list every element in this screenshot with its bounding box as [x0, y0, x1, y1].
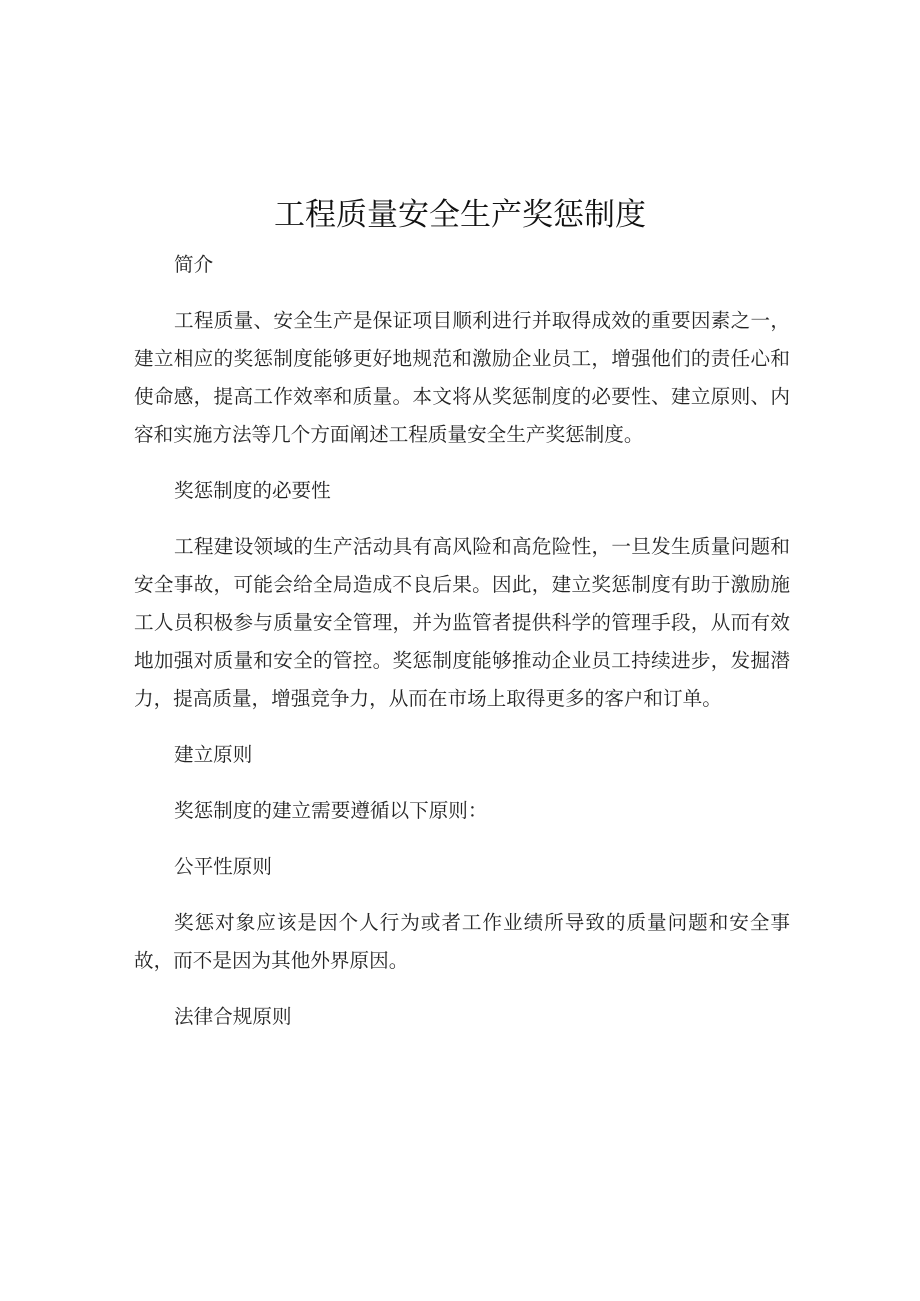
spacer	[134, 454, 790, 472]
paragraph-intro: 工程质量、安全生产是保证项目顺利进行并取得成效的重要因素之一，建立相应的奖惩制度能够更好地规范和激励企业员工，增强他们的责任心和使命感，提高工作效率和质量。本文将从奖惩制度的必要性、建立原则、内容和实施方法等几个方面阐述工程质量安全生产奖惩制度。	[134, 309, 790, 446]
spacer	[134, 886, 790, 904]
spacer	[134, 830, 790, 848]
spacer	[134, 284, 790, 302]
document-body	[134, 246, 790, 1036]
section-heading-intro: 简介	[174, 253, 214, 276]
spacer	[134, 718, 790, 736]
section-heading-legal: 法律合规原则	[174, 1005, 292, 1028]
spacer	[134, 774, 790, 792]
spacer	[134, 980, 790, 998]
paragraph-principles-intro: 奖惩制度的建立需要遵循以下原则：	[174, 799, 488, 822]
paragraph-fairness: 奖惩对象应该是因个人行为或者工作业绩所导致的质量问题和安全事故，而不是因为其他外界原因。	[134, 911, 790, 972]
section-heading-principles: 建立原则	[174, 743, 253, 766]
section-heading-necessity: 奖惩制度的必要性	[174, 479, 331, 502]
spacer	[134, 510, 790, 528]
document-title: 工程质量安全生产奖惩制度	[274, 197, 646, 233]
paragraph-necessity: 工程建设领域的生产活动具有高风险和高危险性，一旦发生质量问题和安全事故，可能会给全局造成不良后果。因此，建立奖惩制度有助于激励施工人员积极参与质量安全管理，并为监管者提供科学的管理手段，从而有效地加强对质量和安全的管控。奖惩制度能够推动企业员工持续进步，发掘潜力，提高质量，增强竞争力，从而在市场上取得更多的客户和订单。	[134, 535, 790, 710]
section-heading-fairness: 公平性原则	[174, 855, 272, 878]
